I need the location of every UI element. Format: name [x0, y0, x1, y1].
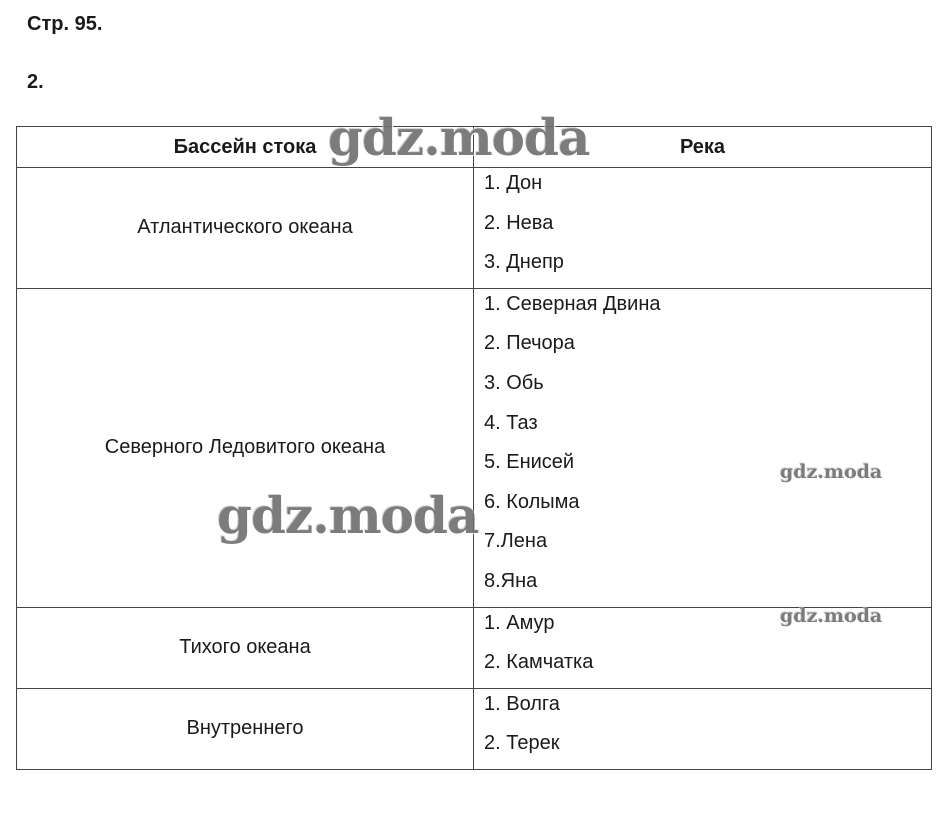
river-list-cell [474, 607, 932, 688]
river-list-cell [474, 688, 932, 769]
river-item: 1. Волга [484, 692, 560, 715]
watermark-logo: gdz.moda [780, 605, 883, 627]
task-number: 2. [27, 71, 44, 93]
table-row-atlantic [17, 168, 932, 289]
river-item: 2. Камчатка [484, 651, 594, 674]
river-item: 7.Лена [484, 530, 548, 553]
river-item: 4. Таз [484, 411, 538, 434]
river-item: 1. Амур [484, 611, 555, 634]
table-row-internal [17, 688, 932, 769]
table-row-pacific [17, 607, 932, 688]
river-item: 5. Енисей [484, 451, 575, 474]
river-item: 1. Дон [484, 172, 543, 194]
river-basin-table [16, 126, 932, 770]
watermark-logo: gdz.moda [328, 108, 590, 167]
header-river: Река [474, 127, 932, 168]
header-basin: Бассейн стока [17, 127, 474, 168]
basin-cell: Северного Ледовитого океана [17, 288, 474, 607]
table-row-arctic [17, 288, 932, 607]
basin-cell: Внутреннего [17, 688, 474, 769]
river-item: 2. Терек [484, 732, 560, 755]
river-item: 8.Яна [484, 569, 538, 592]
river-list-cell [474, 288, 932, 607]
watermark-logo: gdz.moda [217, 486, 479, 545]
watermark-logo: gdz.moda [780, 461, 883, 483]
table-header-row [17, 127, 932, 168]
page-heading: Стр. 95. [27, 13, 103, 35]
river-item: 3. Днепр [484, 251, 564, 274]
river-item: 6. Колыма [484, 490, 580, 513]
river-item: 1. Северная Двина [484, 292, 661, 315]
basin-cell: Атлантического океана [17, 168, 474, 289]
river-list-cell [474, 168, 932, 289]
river-item: 3. Обь [484, 371, 544, 394]
basin-cell: Тихого океана [17, 607, 474, 688]
river-item: 2. Печора [484, 332, 575, 355]
river-item: 2. Нева [484, 211, 554, 234]
